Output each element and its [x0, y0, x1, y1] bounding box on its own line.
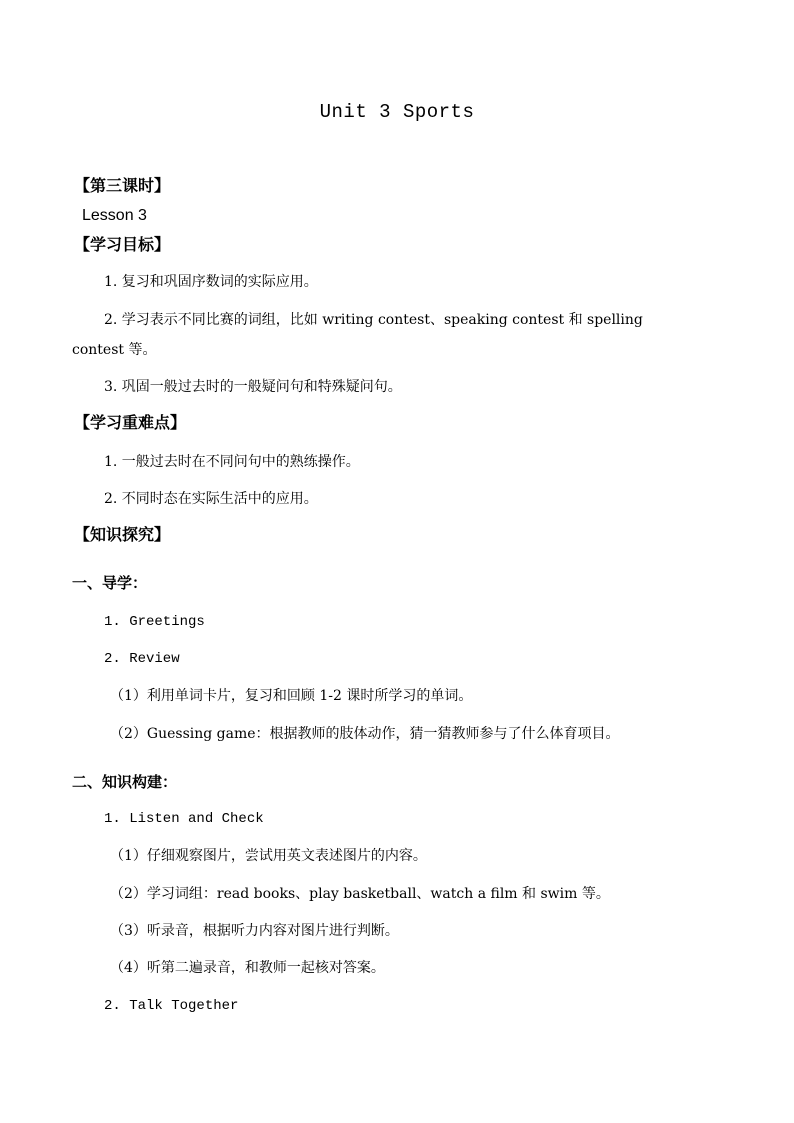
key-point-item-1: 1. 一般过去时在不同问句中的熟练操作。 [104, 454, 360, 470]
document-title: Unit 3 Sports [319, 101, 475, 123]
section1-subitem-1: （1）利用单词卡片，复习和回顾 1-2 课时所学习的单词。 [110, 688, 473, 704]
section2-item-talk: 2. Talk Together [104, 998, 239, 1014]
section1-item-greetings: 1. Greetings [104, 614, 205, 630]
period-heading: 【第三课时】 [74, 176, 171, 195]
objective-item-1: 1. 复习和巩固序数词的实际应用。 [104, 274, 318, 290]
section2-subitem-1: （1）仔细观察图片，尝试用英文表述图片的内容。 [110, 848, 427, 864]
section2-heading: 二、知识构建： [72, 773, 178, 791]
key-point-item-2: 2. 不同时态在实际生活中的应用。 [104, 491, 318, 507]
section2-subitem-4: （4）听第二遍录音，和教师一起核对答案。 [110, 960, 385, 976]
objective-item-3: 3. 巩固一般过去时的一般疑问句和特殊疑问句。 [104, 379, 402, 395]
section2-subitem-2: （2）学习词组：read books、play basketball、watch a film 和 swim 等。 [110, 886, 610, 902]
objective-item-2-continued: contest 等。 [72, 342, 157, 358]
key-points-heading: 【学习重难点】 [74, 413, 187, 432]
section2-subitem-3: （3）听录音，根据听力内容对图片进行判断。 [110, 923, 399, 939]
objectives-heading: 【学习目标】 [74, 235, 171, 254]
section1-subitem-2: （2）Guessing game：根据教师的肢体动作，猜一猜教师参与了什么体育项目。 [110, 726, 620, 742]
section1-heading: 一、导学： [72, 574, 148, 592]
lesson-label: Lesson 3 [82, 207, 147, 224]
section2-item-listen: 1. Listen and Check [104, 811, 264, 827]
section1-item-review: 2. Review [104, 651, 180, 667]
objective-item-2: 2. 学习表示不同比赛的词组，比如 writing contest、speaking contest 和 spelling [104, 312, 643, 328]
exploration-heading: 【知识探究】 [74, 525, 171, 544]
